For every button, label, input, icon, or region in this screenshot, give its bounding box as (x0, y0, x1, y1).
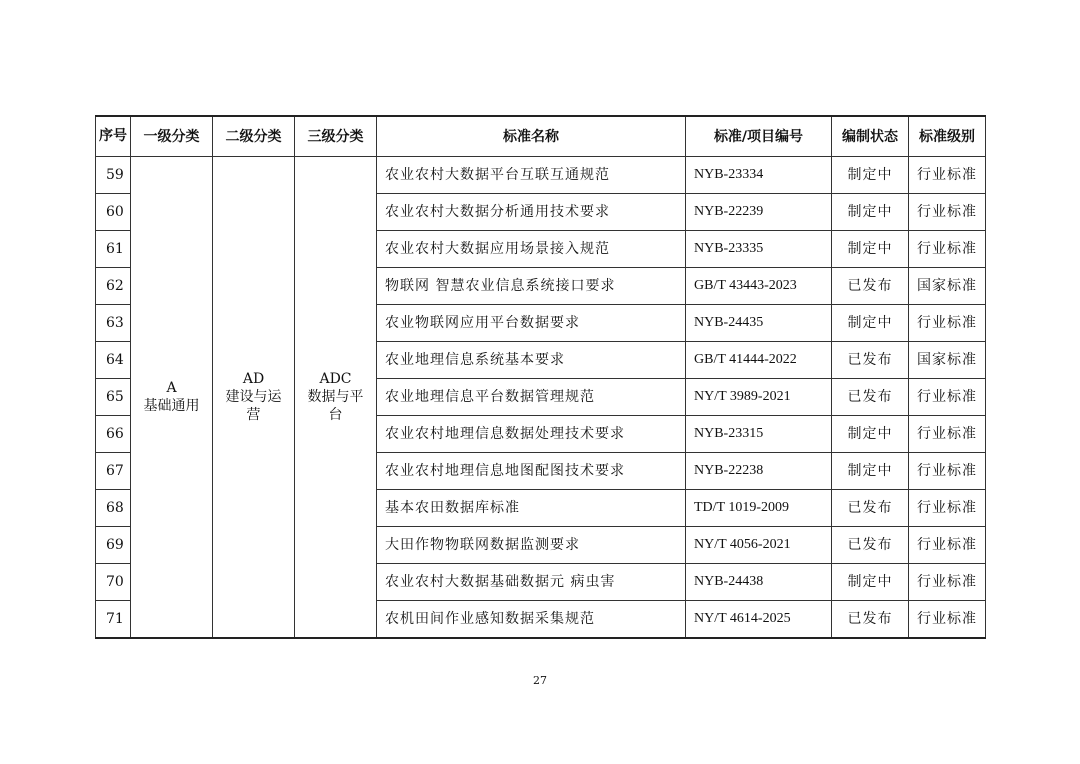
standard-status: 已发布 (832, 342, 909, 379)
standard-name: 农业农村地理信息数据处理技术要求 (377, 416, 686, 453)
standard-code: NYB-23335 (686, 231, 832, 268)
standard-code: NY/T 3989-2021 (686, 379, 832, 416)
standard-code: NYB-23315 (686, 416, 832, 453)
standard-status: 制定中 (832, 305, 909, 342)
row-number: 63 (96, 305, 131, 342)
standard-level: 行业标准 (909, 416, 986, 453)
level3-code: ADC (319, 371, 352, 387)
standard-name: 农业地理信息平台数据管理规范 (377, 379, 686, 416)
level3-name: 数据与平台 (307, 389, 364, 423)
header-level3: 三级分类 (295, 116, 377, 157)
standard-code: NYB-24435 (686, 305, 832, 342)
header-level2: 二级分类 (213, 116, 295, 157)
row-number: 61 (96, 231, 131, 268)
standard-code: TD/T 1019-2009 (686, 490, 832, 527)
standard-status: 制定中 (832, 194, 909, 231)
header-seq: 序号 (96, 116, 131, 157)
row-number: 65 (96, 379, 131, 416)
standard-code: GB/T 41444-2022 (686, 342, 832, 379)
row-number: 64 (96, 342, 131, 379)
standard-status: 制定中 (832, 453, 909, 490)
standard-status: 已发布 (832, 268, 909, 305)
level2-code: AD (242, 371, 265, 387)
table-row (96, 157, 986, 194)
standard-name: 农机田间作业感知数据采集规范 (377, 601, 686, 639)
header-level: 标准级别 (909, 116, 986, 157)
standard-code: NY/T 4056-2021 (686, 527, 832, 564)
standard-level: 行业标准 (909, 157, 986, 194)
standard-name: 农业农村大数据平台互联互通规范 (377, 157, 686, 194)
standard-level: 行业标准 (909, 601, 986, 639)
row-number: 70 (96, 564, 131, 601)
level2-name: 建设与运营 (225, 389, 282, 423)
level1-name: 基础通用 (143, 398, 200, 414)
standard-code: NYB-23334 (686, 157, 832, 194)
standards-table (95, 115, 986, 639)
standard-level: 行业标准 (909, 305, 986, 342)
header-code: 标准/项目编号 (686, 116, 832, 157)
row-number: 67 (96, 453, 131, 490)
standard-level: 国家标准 (909, 268, 986, 305)
row-number: 68 (96, 490, 131, 527)
standard-status: 制定中 (832, 416, 909, 453)
row-number: 66 (96, 416, 131, 453)
level3-category-cell (295, 157, 377, 639)
standard-level: 行业标准 (909, 564, 986, 601)
standard-level: 行业标准 (909, 453, 986, 490)
standard-level: 行业标准 (909, 490, 986, 527)
standard-name: 基本农田数据库标准 (377, 490, 686, 527)
standard-status: 已发布 (832, 601, 909, 639)
standard-level: 行业标准 (909, 527, 986, 564)
standard-level: 国家标准 (909, 342, 986, 379)
standard-name: 农业农村地理信息地图配图技术要求 (377, 453, 686, 490)
standard-code: NYB-22238 (686, 453, 832, 490)
header-status: 编制状态 (832, 116, 909, 157)
level2-category-cell (213, 157, 295, 639)
standard-status: 制定中 (832, 231, 909, 268)
standard-name: 农业农村大数据分析通用技术要求 (377, 194, 686, 231)
row-number: 69 (96, 527, 131, 564)
standard-name: 农业物联网应用平台数据要求 (377, 305, 686, 342)
level1-category-cell (131, 157, 213, 639)
level1-code: A (166, 380, 177, 396)
standard-name: 农业地理信息系统基本要求 (377, 342, 686, 379)
standard-name: 大田作物物联网数据监测要求 (377, 527, 686, 564)
standard-code: GB/T 43443-2023 (686, 268, 832, 305)
standard-name: 农业农村大数据基础数据元 病虫害 (377, 564, 686, 601)
page-number: 27 (533, 674, 547, 687)
standard-status: 已发布 (832, 490, 909, 527)
standard-status: 制定中 (832, 157, 909, 194)
standard-code: NYB-22239 (686, 194, 832, 231)
header-level1: 一级分类 (131, 116, 213, 157)
standard-status: 已发布 (832, 527, 909, 564)
standard-status: 已发布 (832, 379, 909, 416)
header-row (96, 116, 986, 157)
standard-name: 物联网 智慧农业信息系统接口要求 (377, 268, 686, 305)
standard-status: 制定中 (832, 564, 909, 601)
row-number: 62 (96, 268, 131, 305)
standard-name: 农业农村大数据应用场景接入规范 (377, 231, 686, 268)
row-number: 71 (96, 601, 131, 639)
standard-level: 行业标准 (909, 231, 986, 268)
standard-code: NY/T 4614-2025 (686, 601, 832, 639)
standard-level: 行业标准 (909, 194, 986, 231)
header-name: 标准名称 (377, 116, 686, 157)
row-number: 59 (96, 157, 131, 194)
row-number: 60 (96, 194, 131, 231)
standard-level: 行业标准 (909, 379, 986, 416)
standard-code: NYB-24438 (686, 564, 832, 601)
